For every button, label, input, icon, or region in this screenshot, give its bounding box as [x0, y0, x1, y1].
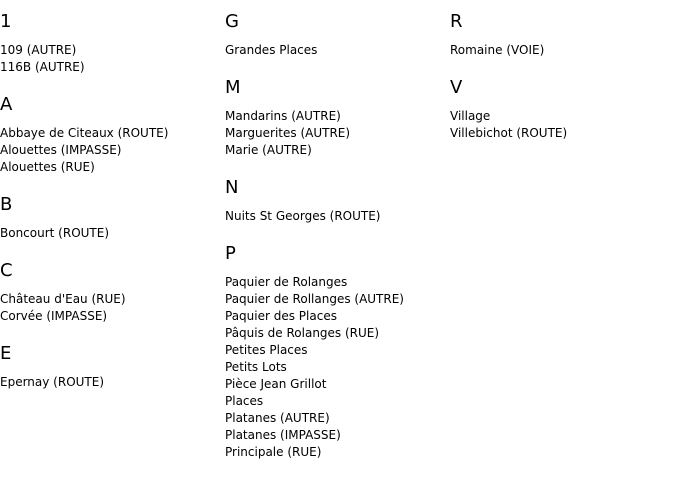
street-link[interactable]: Places — [225, 394, 264, 408]
street-link[interactable]: Villebichot (ROUTE) — [450, 126, 568, 140]
letter-group-g — [225, 12, 450, 59]
street-link[interactable]: Romaine (VOIE) — [450, 43, 545, 57]
street-list — [450, 108, 675, 142]
column-3 — [450, 0, 675, 495]
street-list — [0, 291, 225, 325]
group-heading: G — [225, 11, 239, 32]
street-link[interactable]: Petites Places — [225, 343, 308, 357]
group-heading: E — [0, 343, 12, 364]
letter-group-a — [0, 95, 225, 176]
street-link[interactable]: Pâquis de Rolanges (RUE) — [225, 326, 380, 340]
letter-group-r — [450, 12, 675, 59]
street-list — [225, 108, 450, 159]
street-link[interactable]: Paquier de Rolanges — [225, 275, 348, 289]
street-link[interactable]: Village — [450, 109, 491, 123]
column-2 — [225, 0, 450, 495]
letter-group-p — [225, 244, 450, 461]
group-heading: B — [0, 194, 13, 215]
street-link[interactable]: Abbaye de Citeaux (ROUTE) — [0, 126, 169, 140]
letter-group-e — [0, 344, 225, 391]
street-link[interactable]: Boncourt (ROUTE) — [0, 226, 110, 240]
street-link[interactable]: Epernay (ROUTE) — [0, 375, 105, 389]
street-link[interactable]: Paquier des Places — [225, 309, 337, 323]
group-heading: C — [0, 260, 13, 281]
street-link[interactable]: Platanes (IMPASSE) — [225, 428, 341, 442]
street-link[interactable]: Corvée (IMPASSE) — [0, 309, 108, 323]
letter-group-n — [225, 178, 450, 225]
letter-group-m — [225, 78, 450, 159]
group-heading: P — [225, 243, 236, 264]
street-link[interactable]: Platanes (AUTRE) — [225, 411, 330, 425]
group-heading: V — [450, 77, 463, 98]
letter-group-v — [450, 78, 675, 142]
group-heading: 1 — [0, 11, 12, 32]
column-1 — [0, 0, 225, 495]
street-list — [0, 225, 225, 242]
street-link[interactable]: Alouettes (IMPASSE) — [0, 143, 122, 157]
street-list — [225, 274, 450, 461]
street-link[interactable]: Alouettes (RUE) — [0, 160, 95, 174]
street-link[interactable]: Nuits St Georges (ROUTE) — [225, 209, 381, 223]
street-link[interactable]: Paquier de Rollanges (AUTRE) — [225, 292, 404, 306]
street-link[interactable]: Château d'Eau (RUE) — [0, 292, 126, 306]
group-heading: M — [225, 77, 241, 98]
street-link[interactable]: Principale (RUE) — [225, 445, 322, 459]
street-link[interactable]: Petits Lots — [225, 360, 287, 374]
street-link[interactable]: Grandes Places — [225, 43, 318, 57]
street-list — [225, 42, 450, 59]
group-heading: A — [0, 94, 13, 115]
street-link[interactable]: Pièce Jean Grillot — [225, 377, 327, 391]
street-list — [450, 42, 675, 59]
street-link[interactable]: Marguerites (AUTRE) — [225, 126, 351, 140]
street-link[interactable]: 109 (AUTRE) — [0, 43, 77, 57]
letter-group-1 — [0, 12, 225, 76]
group-heading: N — [225, 177, 239, 198]
letter-group-c — [0, 261, 225, 325]
street-link[interactable]: 116B (AUTRE) — [0, 60, 85, 74]
group-heading: R — [450, 11, 463, 32]
street-link[interactable]: Mandarins (AUTRE) — [225, 109, 341, 123]
street-list — [0, 374, 225, 391]
street-list — [225, 208, 450, 225]
street-list — [0, 125, 225, 176]
letter-group-b — [0, 195, 225, 242]
street-link[interactable]: Marie (AUTRE) — [225, 143, 312, 157]
street-list — [0, 42, 225, 76]
